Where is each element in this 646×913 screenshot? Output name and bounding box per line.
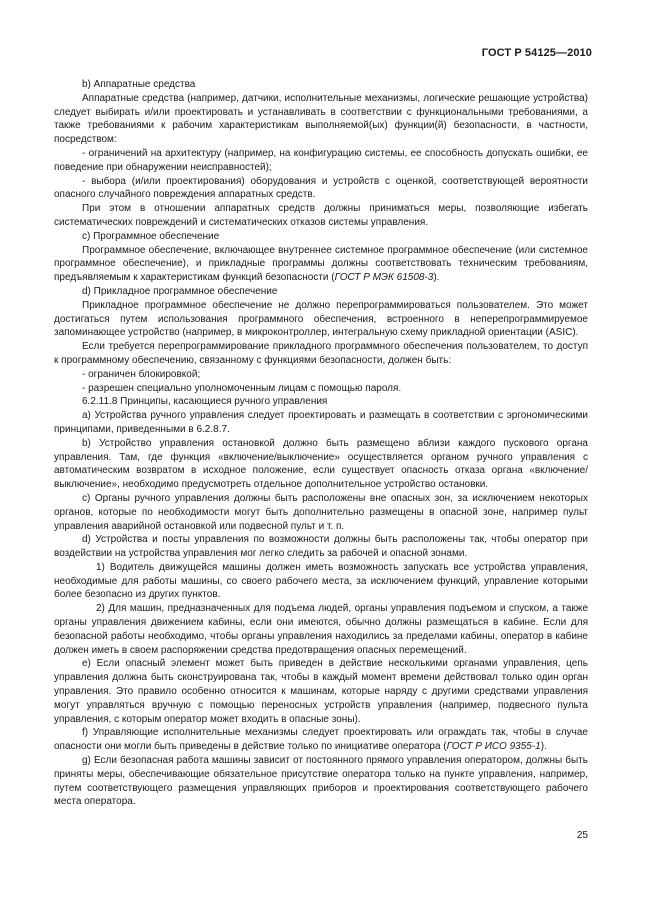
list-item: - ограничен блокировкой; <box>82 368 201 380</box>
paragraph: Аппаратные средства (например, датчики, исполнительные механизмы, логические решающие устройства) следует выбирать и/или проектировать и устанавливать в соответствии с функциональными требованиями, а также требованиями к рабочим характеристикам выполняемой(ых) функции(й) безопасности, в частности, посредством: <box>54 92 588 146</box>
sub-paragraph: 1) Водитель движущейся машины должен иметь возможность запускать все устройства управления, необходимые для работы машины, со своего рабочего места, за исключением функций, управление которыми более безопасно из других пунктов. <box>54 561 588 601</box>
list-item: - выбора (и/или проектирования) оборудования и устройств с оценкой, соответствующей вероятности опасного случайного повреждения аппаратных средств. <box>54 175 588 201</box>
list-item: - ограничений на архитектуру (например, на конфигурацию системы, ее способность допускать ошибки, ее поведение при обнаружении неисправностей); <box>54 147 588 173</box>
standard-reference: ГОСТ Р ИСО 9355-1 <box>446 741 541 753</box>
paragraph: c) Органы ручного управления должны быть расположены вне опасных зон, за исключением некоторых органов, которые по необходимости могут быть дополнительно размещены в опасной зоне, например пульт управления аварийной остановкой или подвесной пульт и т. п. <box>54 492 588 532</box>
standard-header: ГОСТ Р 54125—2010 <box>481 47 592 59</box>
paragraph: g) Если безопасная работа машины зависит от постоянного прямого управления оператором, должны быть приняты меры, обеспечивающие обязательное присутствие оператора только на пункте управления, например, путем соответствующего размещения управляющих приборов и проектирования соответствующего рабочего места оператора. <box>54 755 588 808</box>
paragraph: f) Управляющие исполнительные механизмы следует проектировать или ограждать так, чтобы в случае опасности они могли быть приведены в действие только по инициативе оператора (ГОСТ Р ИСО 9355-1). <box>54 727 588 753</box>
paragraph: d) Устройства и посты управления по возможности должны быть расположены так, чтобы оператор при воздействии на устройства управления мог легко следить за рабочей и опасной зонами. <box>54 534 588 560</box>
paragraph: e) Если опасный элемент может быть приведен в действие несколькими органами управления, цепь управления должна быть сконструирована так, чтобы в каждый момент времени действовал только один орган управления. Это правило особенно относится к машинам, которые наряду с другими средствами управления могут управляться вручную с помощью переносных устройств управления (например, подвесного пульта управления, с которым оператор может входить в опасные зоны). <box>54 658 588 725</box>
document-body <box>54 78 588 809</box>
list-item: - разрешен специально уполномоченным лицам с помощью пароля. <box>82 382 402 394</box>
page-number: 25 <box>576 830 588 841</box>
paragraph: Прикладное программное обеспечение не должно перепрограммироваться пользователем. Это может достигаться путем использования программного обеспечения, встроенного в неперепрограммируемое запоминающее устройство (например, в микроконтроллер, интегральную схему прикладной ориентации (ASIC). <box>54 299 588 339</box>
paragraph: b) Устройство управления остановкой должно быть размещено вблизи каждого пускового органа управления. Там, где функция «включение/выключение» осуществляется органом ручного управления с автоматическим возвратом в исходное положение, если существует опасность отказа органа «включение/выключение», необходимо предусмотреть отдельное дополнительное устройство остановки. <box>54 437 588 491</box>
paragraph: Если требуется перепрограммирование прикладного программного обеспечения пользователем, то доступ к программному обеспечению, связанному с функциями безопасности, должен быть: <box>54 341 588 366</box>
paragraph: d) Прикладное программное обеспечение <box>82 285 278 297</box>
paragraph: Программное обеспечение, включающее внутреннее системное программное обеспечение (или системное программное обеспечение), и прикладные программы должны соответствовать техническим требованиям, предъявляемым к характеристикам функций безопасности (ГОСТ Р МЭК 61508-3). <box>54 244 588 284</box>
section-heading: 6.2.11.8 Принципы, касающиеся ручного управления <box>82 396 328 408</box>
paragraph: c) Программное обеспечение <box>82 230 220 242</box>
paragraph: При этом в отношении аппаратных средств должны приниматься меры, позволяющие избегать систематических повреждений и систематических отказов системы управления. <box>54 203 588 228</box>
standard-reference: ГОСТ Р МЭК 61508-3 <box>334 272 434 284</box>
sub-paragraph: 2) Для машин, предназначенных для подъема людей, органы управления подъемом и спуском, а также органы управления движением кабины, если они имеются, обычно должны размещаться в кабине. Если для безопасной работы необходимо, чтобы органы управления находились за пределами кабины, оператор в кабине должен иметь в своем распоряжении средства предотвращения опасных перемещений. <box>54 603 588 656</box>
paragraph: b) Аппаратные средства <box>82 79 196 90</box>
paragraph: a) Устройства ручного управления следует проектировать и размещать в соответствии с эргономическими принципами, приведенными в 6.2.8.7. <box>54 410 588 435</box>
